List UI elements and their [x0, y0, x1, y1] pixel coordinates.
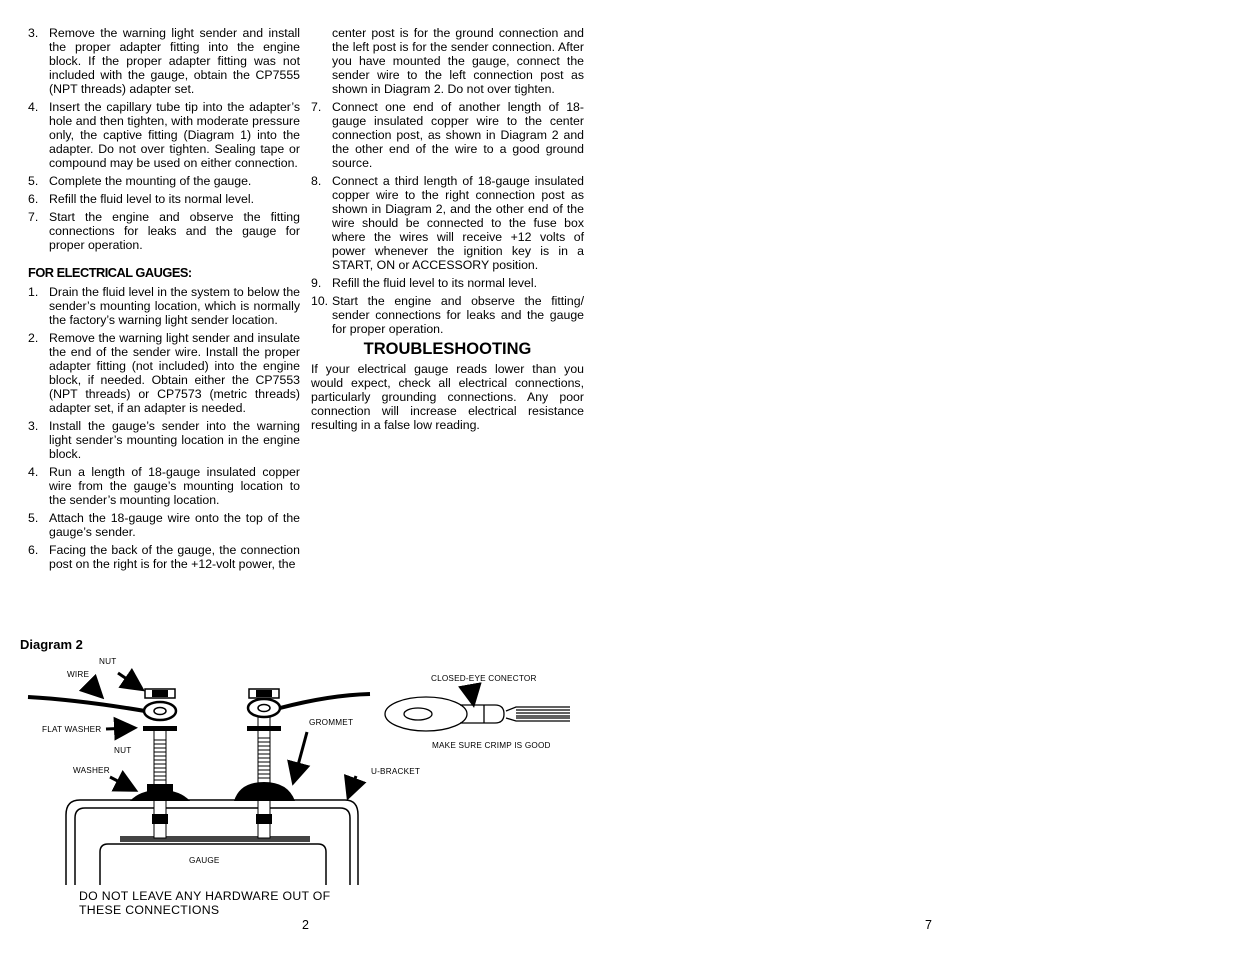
- item-number: 7.: [311, 100, 322, 114]
- continued-step-text: center post is for the ground connection and the left post is for the sender connection. After you have mounted the gauge, connect the sender wire to the left connection post as shown in Diagram 2. Do not over tighten.: [332, 26, 584, 96]
- item-number: 4.: [28, 100, 39, 114]
- closed-eye-connector: [385, 697, 570, 731]
- label-crimp: MAKE SURE CRIMP IS GOOD: [432, 741, 551, 750]
- item-number: 2.: [28, 331, 39, 345]
- diagram-title: Diagram 2: [20, 637, 83, 652]
- item-text: Insert the capillary tube tip into the adapter’s hole and then tighten, with moderate pressure only, the captive fitting (Diagram 1) into the adapter. Do not over tighten. Sealing tape or compound may be used on either connection.: [49, 100, 300, 170]
- label-washer: WASHER: [73, 766, 110, 775]
- troubleshooting-paragraph: If your electrical gauge reads lower than you would expect, check all electrical connections, particularly grounding connections. Any poor connection will increase electrical resistance resulting in a false low reading.: [311, 362, 584, 432]
- right-wire: [280, 694, 370, 708]
- section-heading: FOR ELECTRICAL GAUGES:: [28, 265, 192, 280]
- item-number: 3.: [28, 26, 39, 40]
- page-number-left: 2: [302, 918, 309, 932]
- item-number: 8.: [311, 174, 322, 188]
- troubleshooting-heading: TROUBLESHOOTING: [363, 340, 532, 358]
- item-number: 10.: [311, 294, 329, 308]
- item-text: Install the gauge’s sender into the warning light sender’s mounting location in the engine block.: [49, 419, 300, 461]
- label-wire: WIRE: [67, 670, 90, 679]
- item-text: Refill the fluid level to its normal level.: [49, 192, 255, 206]
- label-u-bracket: U-BRACKET: [371, 767, 421, 776]
- item-text: Drain the fluid level in the system to below the sender’s mounting location, which is normally the factory’s warning light sender location.: [49, 285, 300, 327]
- item-number: 7.: [28, 210, 39, 224]
- item-number: 5.: [28, 174, 39, 188]
- label-flat-washer: FLAT WASHER: [42, 725, 102, 734]
- item-number: 9.: [311, 276, 322, 290]
- item-text: Start the engine and observe the fitting connections for leaks and the gauge for proper operation.: [49, 210, 300, 252]
- item-text: Run a length of 18-gauge insulated copper wire from the gauge’s mounting location to the sender’s mounting location.: [49, 465, 300, 507]
- item-text: Connect one end of another length of 18-gauge insulated copper wire to the center connection post, as shown in Diagram 2 and the other end of the wire to a good ground source.: [332, 100, 584, 170]
- item-number: 5.: [28, 511, 39, 525]
- item-text: Remove the warning light sender and insulate the end of the sender wire. Install the proper adapter fitting (not included) into the engine block, if needed. Obtain either the CP7553 (NPT threads) or CP7573 (metric threads) adapter set, if an adapter is needed.: [49, 331, 300, 415]
- gauge-back-plate: [120, 836, 310, 842]
- label-nut-lower: NUT: [114, 746, 132, 755]
- item-text: Attach the 18-gauge wire onto the top of the gauge’s sender.: [49, 511, 300, 539]
- item-number: 6.: [28, 192, 39, 206]
- u-bracket-shape: [66, 800, 358, 885]
- item-number: 6.: [28, 543, 39, 557]
- label-nut-top: NUT: [99, 657, 117, 666]
- page-number-right: 7: [925, 918, 932, 932]
- item-text: Complete the mounting of the gauge.: [49, 174, 252, 188]
- item-text: Start the engine and observe the fitting/ sender connections for leaks and the gauge for proper operation.: [332, 294, 584, 336]
- item-number: 4.: [28, 465, 39, 479]
- item-text: Facing the back of the gauge, the connection post on the right is for the +12-volt power, the: [49, 543, 300, 571]
- label-grommet: GROMMET: [309, 718, 354, 727]
- item-text: Refill the fluid level to its normal level.: [332, 276, 538, 290]
- label-closed-eye-connector: CLOSED-EYE CONECTOR: [431, 674, 537, 683]
- item-text: Remove the warning light sender and install the proper adapter fitting into the engine block. If the proper adapter fitting was not included with the gauge, obtain the CP7555 (NPT threads) adapter set.: [49, 26, 300, 96]
- hardware-footnote: DO NOT LEAVE ANY HARDWARE OUT OF THESE CONNECTIONS: [79, 889, 331, 917]
- item-text: Connect a third length of 18-gauge insulated copper wire to the right connection post as shown in Diagram 2, and the other end of the wire should be connected to the fuse box where the wires will receive +12 volts of power whenever the ignition key is in a START, ON or ACCESSORY position.: [332, 174, 584, 272]
- left-wire: [28, 697, 145, 711]
- item-number: 1.: [28, 285, 39, 299]
- item-number: 3.: [28, 419, 39, 433]
- label-gauge: GAUGE: [189, 856, 220, 865]
